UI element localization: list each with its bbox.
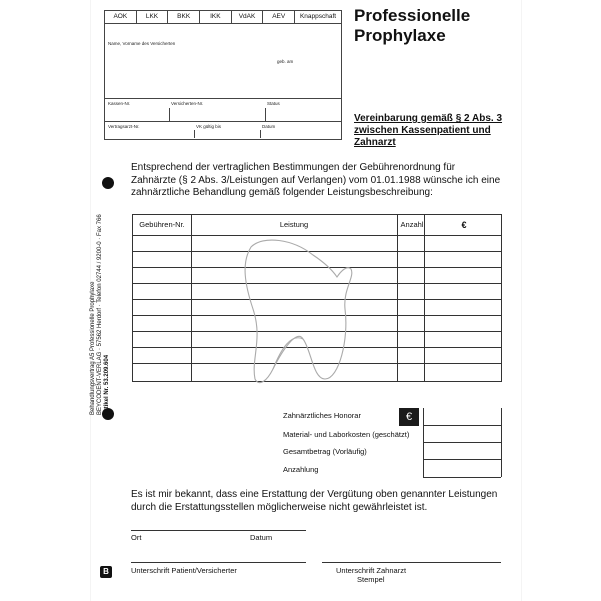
service-table bbox=[132, 214, 502, 382]
datum-label: Datum bbox=[262, 124, 276, 129]
kassen-nr-label: Kassen-Nr. bbox=[108, 101, 131, 106]
versicherten-nr-label: Versicherten-Nr. bbox=[171, 101, 204, 106]
insurance-code-lkk[interactable]: LKK bbox=[137, 11, 169, 23]
divider bbox=[105, 121, 341, 122]
status-label: Status bbox=[267, 101, 280, 106]
divider bbox=[265, 108, 266, 121]
form-title bbox=[354, 6, 470, 46]
divider bbox=[194, 130, 195, 138]
insurance-code-bkk[interactable]: BKK bbox=[168, 11, 200, 23]
insurance-code-ikk[interactable]: IKK bbox=[200, 11, 232, 23]
col-header-anzahl: Anzahl bbox=[400, 220, 424, 229]
insurance-code-knappschaft[interactable]: Knappschaft bbox=[299, 13, 337, 20]
column-divider bbox=[424, 215, 425, 381]
publisher-line-3: Artikel Nr. 53.209.604 bbox=[104, 354, 110, 415]
publisher-logo: B bbox=[100, 566, 112, 578]
insurance-code-aok[interactable]: AOK bbox=[105, 11, 137, 23]
anzahlung-amount-line[interactable] bbox=[423, 477, 501, 478]
gesamt-label: Gesamtbetrag (Vorläufig) bbox=[283, 447, 367, 456]
datum-label: Datum bbox=[250, 533, 273, 542]
title-line-1: Professionelle bbox=[354, 6, 471, 25]
insurance-codes-row bbox=[105, 11, 341, 23]
tooth-watermark bbox=[233, 229, 363, 399]
title-line-2: Prophylaxe bbox=[354, 26, 446, 45]
col-header-euro: € bbox=[461, 220, 467, 230]
divider bbox=[260, 130, 261, 138]
intro-paragraph: Entsprechend der vertraglichen Bestimmungen der Gebührenordnung für Zahnärzte (§ 2 Abs. 3/Leistungen auf Verlangen) vom 01.01.1988 wünsche ich eine zahnärztliche Behandlung gemäß folgender Leistungsbeschreibung: bbox=[131, 162, 501, 198]
punch-hole-top bbox=[102, 177, 114, 189]
divider bbox=[105, 23, 341, 24]
publisher-line-1: Behandlungsvertrag A5 Professionelle Prophylaxe bbox=[90, 281, 96, 415]
name-label: Name, Vorname des Versicherten bbox=[108, 41, 176, 46]
zahnarzt-signature-line[interactable] bbox=[322, 562, 501, 563]
agreement-subtitle: Vereinbarung gemäß § 2 Abs. 3 zwischen Kassenpatient und Zahnarzt bbox=[354, 113, 503, 148]
patient-signature-line[interactable] bbox=[131, 562, 306, 563]
euro-symbol-box: € bbox=[399, 408, 419, 426]
gesamt-amount-line[interactable] bbox=[423, 459, 501, 460]
material-label: Material- und Laborkosten (geschätzt) bbox=[283, 430, 410, 439]
vertragsarzt-label: Vertragsarzt-Nr. bbox=[108, 124, 140, 129]
honorar-label: Zahnärztliches Honorar bbox=[283, 411, 361, 420]
divider bbox=[105, 98, 341, 99]
publisher-line-2: BEYCODENT-VERLAG · 57562 Herdorf · Telefon 02744 / 9200-0 · Fax 766 bbox=[97, 214, 103, 415]
insurance-box bbox=[104, 10, 342, 140]
zahnarzt-signature-label: Unterschrift Zahnarzt bbox=[336, 566, 407, 575]
stempel-label: Stempel bbox=[357, 575, 385, 584]
patient-signature-label: Unterschrift Patient/Versicherter bbox=[131, 566, 237, 575]
ort-label: Ort bbox=[131, 533, 142, 542]
insurance-code-aev[interactable]: AEV bbox=[263, 11, 295, 23]
column-divider bbox=[397, 215, 398, 381]
vk-label: VK gültig bis bbox=[196, 124, 222, 129]
honorar-amount-line[interactable] bbox=[423, 425, 501, 426]
birth-label: geb. am bbox=[277, 59, 294, 64]
col-header-gebuehren: Gebühren-Nr. bbox=[139, 220, 185, 229]
publisher-vertical-text bbox=[90, 214, 111, 415]
divider bbox=[169, 108, 170, 121]
material-amount-line[interactable] bbox=[423, 442, 501, 443]
divider bbox=[501, 408, 502, 477]
col-header-leistung: Leistung bbox=[279, 220, 309, 229]
ort-datum-line[interactable] bbox=[131, 530, 306, 531]
insurance-code-vdak[interactable]: VdAK bbox=[232, 11, 264, 23]
column-divider bbox=[191, 215, 192, 381]
divider bbox=[423, 408, 424, 477]
notice-paragraph: Es ist mir bekannt, dass eine Erstattung der Vergütung oben genannter Leistungen durch die Erstattungsstellen möglicherweise nicht gewährleistet ist. bbox=[131, 489, 498, 513]
anzahlung-label: Anzahlung bbox=[283, 465, 319, 474]
